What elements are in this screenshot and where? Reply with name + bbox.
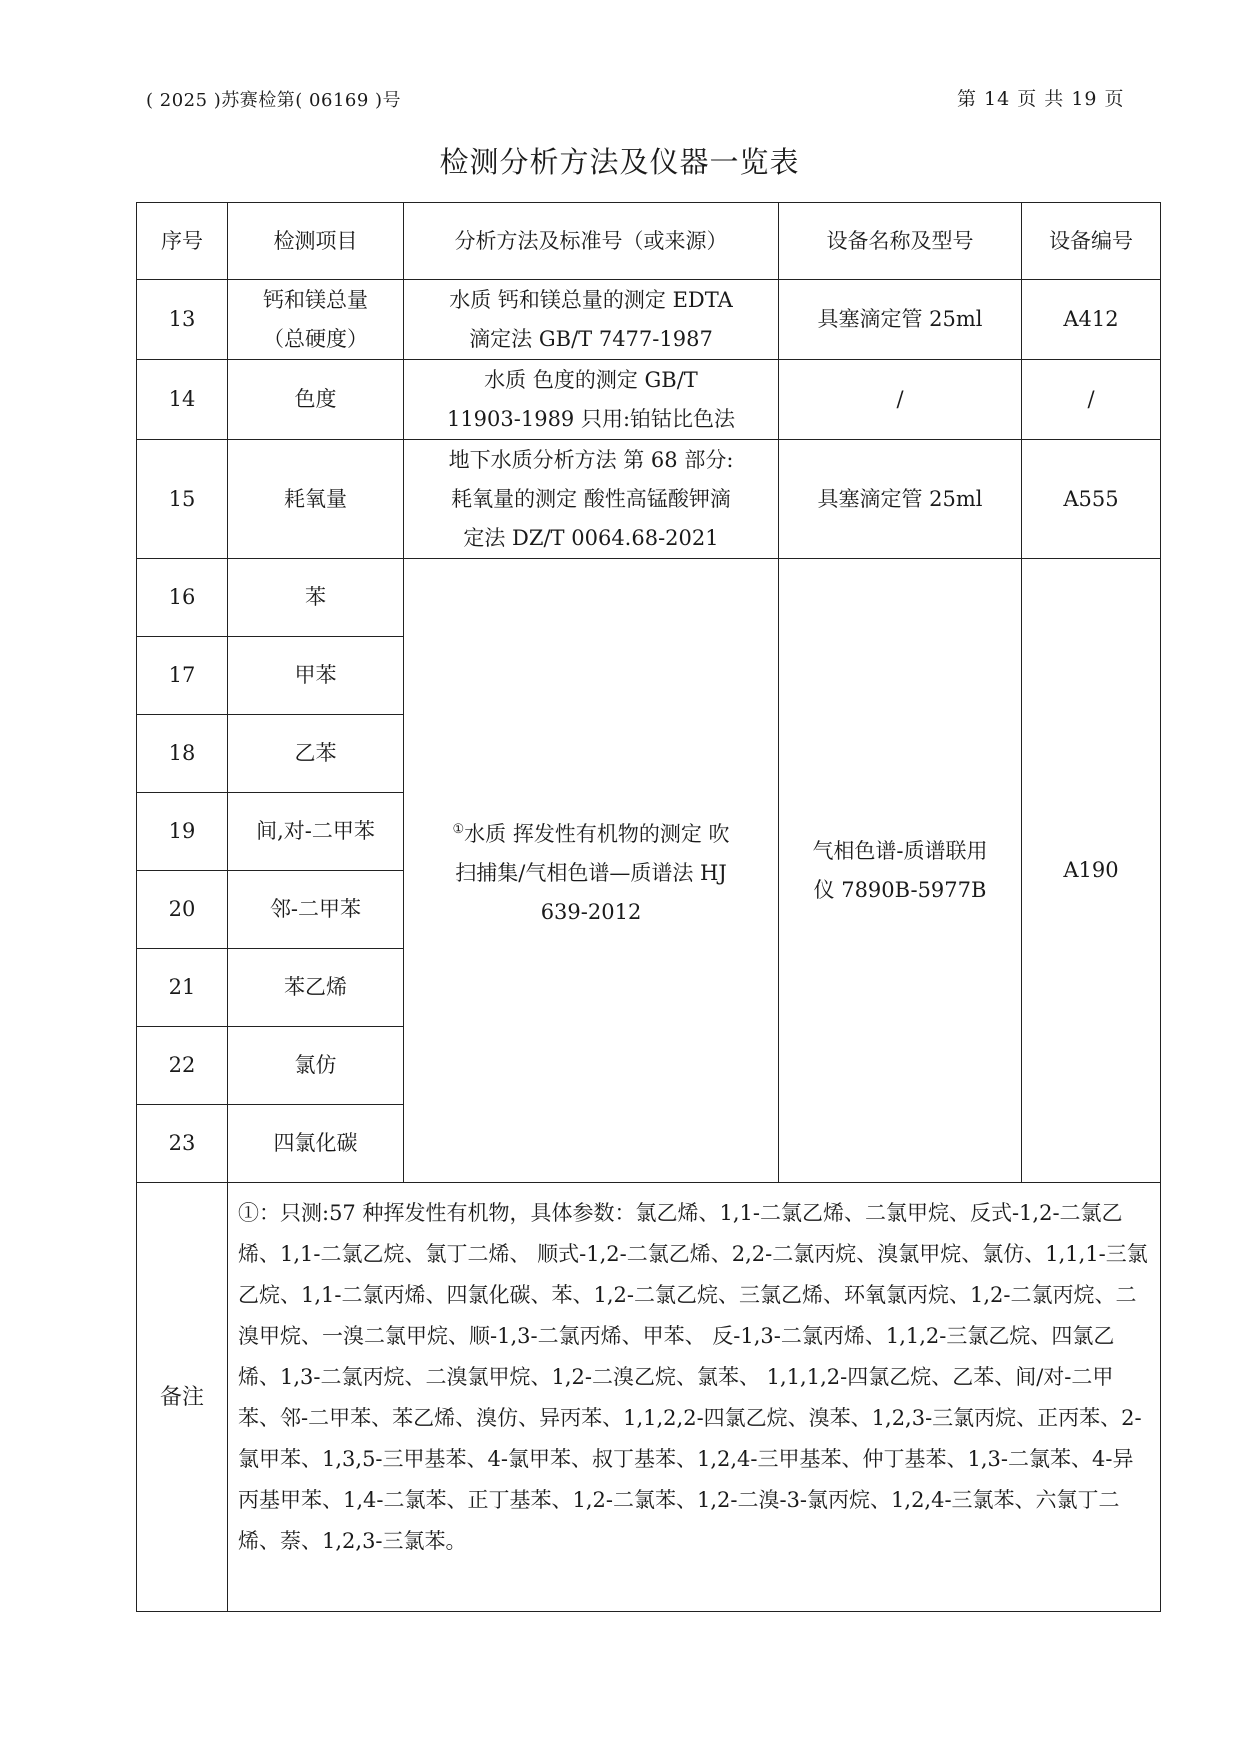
column-header: 分析方法及标准号（或来源） (404, 203, 779, 280)
test-item: 耗氧量 (228, 440, 404, 559)
equipment-id: A412 (1022, 280, 1161, 360)
method-line: 11903-1989 只用:铂钴比色法 (446, 406, 736, 431)
equipment: 具塞滴定管 25ml (779, 280, 1022, 360)
table-row (137, 440, 1161, 559)
method-line: 滴定法 GB/T 7477-1987 (469, 326, 713, 351)
method-line (410, 810, 772, 854)
report-number: ( 2025 )苏赛检第( 06169 )号 (146, 90, 402, 111)
page-info: 第 14 页 共 19 页 (957, 88, 1125, 110)
row-number: 23 (137, 1105, 228, 1183)
row-number: 16 (137, 559, 228, 637)
method-line: 水质 钙和镁总量的测定 EDTA (449, 287, 733, 312)
test-item: 间,对-二甲苯 (228, 793, 404, 871)
method-line: 水质 色度的测定 GB/T (484, 367, 698, 392)
test-item: 邻-二甲苯 (228, 871, 404, 949)
row-number: 17 (137, 637, 228, 715)
method-line-text: 水质 挥发性有机物的测定 吹 (464, 821, 730, 846)
column-header: 序号 (137, 203, 228, 280)
footnote-marker: ① (452, 821, 465, 837)
test-item: 苯 (228, 559, 404, 637)
table-header-row (137, 203, 1161, 280)
test-item (228, 280, 404, 360)
row-number: 19 (137, 793, 228, 871)
analysis-method (404, 280, 779, 360)
method-line: 定法 DZ/T 0064.68-2021 (463, 525, 719, 550)
analysis-method (404, 360, 779, 440)
column-header: 检测项目 (228, 203, 404, 280)
test-item: 氯仿 (228, 1027, 404, 1105)
table-row (137, 559, 1161, 637)
method-line: 扫捕集/气相色谱—质谱法 HJ (455, 860, 727, 885)
test-item: 乙苯 (228, 715, 404, 793)
equipment: 具塞滴定管 25ml (779, 440, 1022, 559)
document-title: 检测分析方法及仪器一览表 (439, 145, 800, 179)
table-row (137, 280, 1161, 360)
test-item: 四氯化碳 (228, 1105, 404, 1183)
equipment-line: 仪 7890B-5977B (813, 877, 987, 902)
remarks-text: ①：只测:57 种挥发性有机物，具体参数：氯乙烯、1,1-二氯乙烯、二氯甲烷、反式-1,2-二氯乙烯、1,1-二氯乙烷、氯丁二烯、 顺式-1,2-二氯乙烯、2,2-二氯丙烷、溴氯甲烷、氯仿、1,1,1-三氯乙烷、1,1-二氯丙烯、四氯化碳、苯、1,2-二氯乙烷、三氯乙烯、环氧氯丙烷、1,2-二氯丙烷、二溴甲烷、一溴二氯甲烷、顺-1,3-二氯丙烯、甲苯、 反-1,3-二氯丙烯、1,1,2-三氯乙烷、四氯乙烯、1,3-二氯丙烷、二溴氯甲烷、1,2-二溴乙烷、氯苯、 1,1,1,2-四氯乙烷、乙苯、间/对-二甲苯、邻-二甲苯、苯乙烯、溴仿、异丙苯、1,1,2,2-四氯乙烷、溴苯、1,2,3-三氯丙烷、正丙苯、2-氯甲苯、1,3,5-三甲基苯、4-氯甲苯、叔丁基苯、1,2,4-三甲基苯、仲丁基苯、1,3-二氯苯、4-异丙基甲苯、1,4-二氯苯、正丁基苯、1,2-二氯苯、1,2-二溴-3-氯丙烷、1,2,4-三氯苯、六氯丁二烯、萘、1,2,3-三氯苯。 (228, 1183, 1161, 1612)
row-number: 13 (137, 280, 228, 360)
row-number: 14 (137, 360, 228, 440)
equipment (779, 559, 1022, 1183)
equipment-id: / (1022, 360, 1161, 440)
remarks-row (137, 1183, 1161, 1612)
test-item: 色度 (228, 360, 404, 440)
column-header: 设备名称及型号 (779, 203, 1022, 280)
row-number: 15 (137, 440, 228, 559)
row-number: 18 (137, 715, 228, 793)
method-line: 639-2012 (540, 899, 642, 924)
test-item: 甲苯 (228, 637, 404, 715)
remarks-label: 备注 (137, 1183, 228, 1612)
equipment: / (779, 360, 1022, 440)
equipment-id: A555 (1022, 440, 1161, 559)
method-line: 耗氧量的测定 酸性高锰酸钾滴 (451, 486, 731, 511)
row-number: 22 (137, 1027, 228, 1105)
methods-table (136, 202, 1161, 1612)
equipment-id: A190 (1022, 559, 1161, 1183)
row-number: 20 (137, 871, 228, 949)
equipment-line: 气相色谱-质谱联用 (812, 838, 988, 863)
analysis-method (404, 559, 779, 1183)
test-item-line: （总硬度） (263, 326, 368, 351)
analysis-method (404, 440, 779, 559)
table-row (137, 360, 1161, 440)
column-header: 设备编号 (1022, 203, 1161, 280)
test-item: 苯乙烯 (228, 949, 404, 1027)
row-number: 21 (137, 949, 228, 1027)
method-line: 地下水质分析方法 第 68 部分: (448, 447, 734, 472)
test-item-line: 钙和镁总量 (263, 287, 368, 312)
